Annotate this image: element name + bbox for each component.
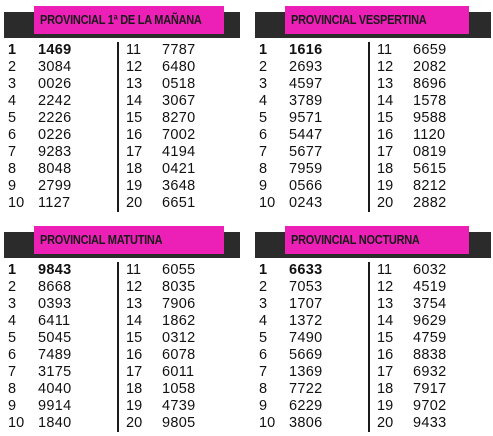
panel-title: PROVINCIAL VESPERTINA bbox=[291, 13, 427, 27]
position-number: 7 bbox=[259, 364, 268, 380]
column-divider bbox=[368, 42, 370, 212]
position-number: 5 bbox=[259, 330, 268, 346]
drawn-number: 6055 bbox=[162, 262, 196, 278]
drawn-number: 9629 bbox=[413, 313, 447, 329]
drawn-number: 5677 bbox=[289, 144, 323, 160]
result-row bbox=[377, 59, 489, 76]
drawn-number: 1707 bbox=[289, 296, 323, 312]
result-row bbox=[255, 415, 367, 432]
result-row bbox=[4, 330, 116, 347]
drawn-number: 1578 bbox=[413, 93, 447, 109]
position-number: 18 bbox=[377, 381, 394, 397]
position-number: 12 bbox=[377, 59, 394, 75]
result-row bbox=[255, 347, 367, 364]
drawn-number: 0518 bbox=[162, 76, 196, 92]
result-row bbox=[255, 110, 367, 127]
drawn-number: 3067 bbox=[162, 93, 196, 109]
drawn-number: 2082 bbox=[413, 59, 447, 75]
result-row bbox=[126, 296, 238, 313]
results-columns bbox=[255, 42, 491, 212]
drawn-number: 7490 bbox=[289, 330, 323, 346]
result-row bbox=[255, 398, 367, 415]
position-number: 16 bbox=[126, 347, 143, 363]
result-row bbox=[377, 415, 489, 432]
position-number: 8 bbox=[259, 161, 268, 177]
panel-title: PROVINCIAL MATUTINA bbox=[40, 233, 163, 247]
result-row bbox=[126, 42, 238, 59]
results-columns bbox=[4, 42, 240, 212]
drawn-number: 6011 bbox=[162, 364, 195, 380]
position-number: 7 bbox=[259, 144, 268, 160]
winning-number-row bbox=[255, 42, 367, 59]
drawn-number: 8270 bbox=[162, 110, 196, 126]
result-row bbox=[255, 279, 367, 296]
position-number: 4 bbox=[259, 313, 268, 329]
result-row bbox=[377, 195, 489, 212]
position-number: 10 bbox=[8, 195, 25, 211]
drawn-number: 0226 bbox=[38, 127, 72, 143]
position-number: 19 bbox=[377, 398, 394, 414]
drawn-number: 8668 bbox=[38, 279, 72, 295]
position-number: 15 bbox=[377, 330, 394, 346]
drawn-number: 8696 bbox=[413, 76, 447, 92]
drawn-number: 6932 bbox=[413, 364, 447, 380]
drawn-number: 7917 bbox=[413, 381, 447, 397]
results-column-11-20 bbox=[377, 42, 489, 212]
position-number: 18 bbox=[377, 161, 394, 177]
position-number: 3 bbox=[8, 76, 17, 92]
position-number: 4 bbox=[259, 93, 268, 109]
header-accent-bar bbox=[285, 226, 469, 254]
result-row bbox=[126, 93, 238, 110]
drawn-number: 3175 bbox=[38, 364, 72, 380]
drawn-number: 1840 bbox=[38, 415, 72, 431]
position-number: 15 bbox=[126, 330, 143, 346]
drawn-number: 9914 bbox=[38, 398, 72, 414]
column-divider bbox=[117, 42, 119, 212]
header-accent-bar bbox=[285, 6, 469, 34]
position-number: 3 bbox=[259, 296, 268, 312]
drawn-number: 1862 bbox=[162, 313, 196, 329]
position-number: 12 bbox=[126, 59, 143, 75]
drawn-number: 1058 bbox=[162, 381, 196, 397]
position-number: 4 bbox=[8, 313, 17, 329]
drawn-number: 0026 bbox=[38, 76, 72, 92]
position-number: 1 bbox=[259, 262, 268, 278]
drawn-number: 9571 bbox=[289, 110, 323, 126]
result-row bbox=[126, 381, 238, 398]
panel-header bbox=[255, 224, 491, 256]
drawn-number: 9702 bbox=[413, 398, 447, 414]
result-row bbox=[377, 110, 489, 127]
results-column-1-10 bbox=[255, 42, 367, 212]
result-row bbox=[126, 347, 238, 364]
result-row bbox=[4, 347, 116, 364]
results-column-1-10 bbox=[255, 262, 367, 432]
position-number: 7 bbox=[8, 364, 17, 380]
position-number: 19 bbox=[126, 178, 143, 194]
result-row bbox=[126, 313, 238, 330]
results-column-11-20 bbox=[377, 262, 489, 432]
position-number: 2 bbox=[259, 279, 268, 295]
position-number: 9 bbox=[8, 178, 17, 194]
position-number: 16 bbox=[377, 347, 394, 363]
drawn-number: 2226 bbox=[38, 110, 72, 126]
position-number: 11 bbox=[126, 262, 142, 278]
result-row bbox=[377, 93, 489, 110]
drawn-number: 8035 bbox=[162, 279, 196, 295]
result-row bbox=[126, 415, 238, 432]
result-row bbox=[126, 195, 238, 212]
result-row bbox=[377, 127, 489, 144]
drawn-number: 0421 bbox=[162, 161, 196, 177]
drawn-number: 2693 bbox=[289, 59, 323, 75]
drawn-number: 6032 bbox=[413, 262, 447, 278]
drawn-number: 5669 bbox=[289, 347, 323, 363]
result-row bbox=[4, 364, 116, 381]
position-number: 14 bbox=[126, 313, 143, 329]
position-number: 18 bbox=[126, 381, 143, 397]
drawn-number: 8212 bbox=[413, 178, 447, 194]
result-row bbox=[377, 347, 489, 364]
position-number: 6 bbox=[8, 347, 17, 363]
position-number: 2 bbox=[259, 59, 268, 75]
position-number: 9 bbox=[259, 398, 268, 414]
result-row bbox=[126, 279, 238, 296]
result-row bbox=[255, 59, 367, 76]
drawn-number: 0312 bbox=[162, 330, 196, 346]
result-row bbox=[4, 76, 116, 93]
drawn-number: 6659 bbox=[413, 42, 447, 58]
position-number: 14 bbox=[377, 93, 394, 109]
result-row bbox=[255, 76, 367, 93]
result-row bbox=[377, 161, 489, 178]
winning-number-row bbox=[255, 262, 367, 279]
position-number: 20 bbox=[377, 195, 394, 211]
result-row bbox=[377, 42, 489, 59]
result-row bbox=[4, 59, 116, 76]
result-row bbox=[377, 398, 489, 415]
result-row bbox=[255, 127, 367, 144]
position-number: 5 bbox=[8, 330, 17, 346]
panel-title: PROVINCIAL 1ª DE LA MAÑANA bbox=[40, 13, 202, 27]
drawn-number: 7787 bbox=[162, 42, 196, 58]
result-row bbox=[377, 296, 489, 313]
result-row bbox=[377, 279, 489, 296]
drawn-number: 7906 bbox=[162, 296, 196, 312]
drawn-number: 0819 bbox=[413, 144, 447, 160]
position-number: 2 bbox=[8, 59, 17, 75]
drawn-number: 4759 bbox=[413, 330, 447, 346]
winning-number-row bbox=[4, 262, 116, 279]
drawn-number: 6480 bbox=[162, 59, 196, 75]
position-number: 11 bbox=[377, 262, 393, 278]
position-number: 8 bbox=[8, 381, 17, 397]
position-number: 1 bbox=[8, 262, 17, 278]
result-row bbox=[255, 93, 367, 110]
position-number: 4 bbox=[8, 93, 17, 109]
position-number: 11 bbox=[126, 42, 142, 58]
position-number: 17 bbox=[126, 144, 143, 160]
position-number: 13 bbox=[377, 296, 394, 312]
position-number: 6 bbox=[8, 127, 17, 143]
result-row bbox=[4, 279, 116, 296]
position-number: 13 bbox=[126, 296, 143, 312]
result-row bbox=[377, 330, 489, 347]
drawn-number: 6078 bbox=[162, 347, 196, 363]
result-row bbox=[377, 144, 489, 161]
results-column-1-10 bbox=[4, 262, 116, 432]
result-row bbox=[255, 195, 367, 212]
panel-title: PROVINCIAL NOCTURNA bbox=[291, 233, 420, 247]
drawn-number: 4040 bbox=[38, 381, 72, 397]
results-column-11-20 bbox=[126, 42, 238, 212]
result-row bbox=[255, 161, 367, 178]
drawn-number: 6229 bbox=[289, 398, 323, 414]
panel-header bbox=[4, 224, 240, 256]
position-number: 14 bbox=[377, 313, 394, 329]
result-row bbox=[377, 364, 489, 381]
result-row bbox=[126, 262, 238, 279]
drawn-number: 7489 bbox=[38, 347, 72, 363]
position-number: 10 bbox=[8, 415, 25, 431]
position-number: 15 bbox=[126, 110, 143, 126]
drawn-number: 3084 bbox=[38, 59, 72, 75]
drawn-number: 7002 bbox=[162, 127, 196, 143]
result-row bbox=[126, 59, 238, 76]
result-row bbox=[126, 144, 238, 161]
drawn-number: 9588 bbox=[413, 110, 447, 126]
drawn-number: 9283 bbox=[38, 144, 72, 160]
result-row bbox=[4, 161, 116, 178]
result-row bbox=[4, 195, 116, 212]
results-panel bbox=[255, 4, 491, 212]
drawn-number: 1369 bbox=[289, 364, 323, 380]
results-panel bbox=[4, 4, 240, 212]
position-number: 9 bbox=[8, 398, 17, 414]
position-number: 5 bbox=[8, 110, 17, 126]
result-row bbox=[126, 178, 238, 195]
result-row bbox=[126, 161, 238, 178]
position-number: 20 bbox=[126, 415, 143, 431]
position-number: 18 bbox=[126, 161, 143, 177]
drawn-number: 4739 bbox=[162, 398, 196, 414]
drawn-number: 6411 bbox=[38, 313, 71, 329]
drawn-number: 1120 bbox=[413, 127, 446, 143]
position-number: 3 bbox=[259, 76, 268, 92]
drawn-number: 9805 bbox=[162, 415, 196, 431]
position-number: 20 bbox=[126, 195, 143, 211]
drawn-number: 6651 bbox=[162, 195, 196, 211]
drawn-number: 8838 bbox=[413, 347, 447, 363]
drawn-number: 7053 bbox=[289, 279, 323, 295]
drawn-number: 0393 bbox=[38, 296, 72, 312]
result-row bbox=[126, 127, 238, 144]
drawn-number: 0243 bbox=[289, 195, 323, 211]
drawn-number: 9433 bbox=[413, 415, 447, 431]
drawn-number: 0566 bbox=[289, 178, 323, 194]
result-row bbox=[4, 398, 116, 415]
position-number: 9 bbox=[259, 178, 268, 194]
header-accent-bar bbox=[34, 6, 224, 34]
result-row bbox=[255, 178, 367, 195]
position-number: 7 bbox=[8, 144, 17, 160]
result-row bbox=[4, 93, 116, 110]
result-row bbox=[255, 313, 367, 330]
result-row bbox=[255, 296, 367, 313]
result-row bbox=[377, 313, 489, 330]
drawn-number: 1372 bbox=[289, 313, 323, 329]
drawn-number: 5045 bbox=[38, 330, 72, 346]
position-number: 5 bbox=[259, 110, 268, 126]
result-row bbox=[255, 144, 367, 161]
header-accent-bar bbox=[34, 226, 224, 254]
result-row bbox=[255, 364, 367, 381]
position-number: 1 bbox=[8, 42, 17, 58]
result-row bbox=[255, 330, 367, 347]
result-row bbox=[4, 178, 116, 195]
position-number: 13 bbox=[126, 76, 143, 92]
result-row bbox=[126, 110, 238, 127]
position-number: 16 bbox=[377, 127, 394, 143]
position-number: 14 bbox=[126, 93, 143, 109]
drawn-number: 2882 bbox=[413, 195, 447, 211]
position-number: 6 bbox=[259, 127, 268, 143]
position-number: 10 bbox=[259, 415, 276, 431]
drawn-number: 8048 bbox=[38, 161, 72, 177]
drawn-number: 3789 bbox=[289, 93, 323, 109]
drawn-number: 6633 bbox=[289, 262, 323, 278]
result-row bbox=[4, 127, 116, 144]
position-number: 10 bbox=[259, 195, 276, 211]
drawn-number: 5615 bbox=[413, 161, 447, 177]
drawn-number: 7959 bbox=[289, 161, 323, 177]
result-row bbox=[377, 76, 489, 93]
result-row bbox=[377, 178, 489, 195]
result-row bbox=[126, 330, 238, 347]
winning-number-row bbox=[4, 42, 116, 59]
position-number: 8 bbox=[8, 161, 17, 177]
result-row bbox=[4, 415, 116, 432]
result-row bbox=[4, 381, 116, 398]
drawn-number: 2242 bbox=[38, 93, 72, 109]
drawn-number: 4597 bbox=[289, 76, 323, 92]
results-columns bbox=[4, 262, 240, 432]
position-number: 17 bbox=[377, 144, 394, 160]
position-number: 15 bbox=[377, 110, 394, 126]
results-panel bbox=[255, 224, 491, 432]
results-columns bbox=[255, 262, 491, 432]
position-number: 19 bbox=[126, 398, 143, 414]
result-row bbox=[255, 381, 367, 398]
position-number: 17 bbox=[377, 364, 394, 380]
position-number: 2 bbox=[8, 279, 17, 295]
result-row bbox=[4, 144, 116, 161]
results-column-1-10 bbox=[4, 42, 116, 212]
panel-header bbox=[255, 4, 491, 36]
drawn-number: 2799 bbox=[38, 178, 72, 194]
position-number: 16 bbox=[126, 127, 143, 143]
position-number: 20 bbox=[377, 415, 394, 431]
drawn-number: 9843 bbox=[38, 262, 72, 278]
position-number: 6 bbox=[259, 347, 268, 363]
position-number: 11 bbox=[377, 42, 393, 58]
drawn-number: 3806 bbox=[289, 415, 323, 431]
result-row bbox=[377, 381, 489, 398]
position-number: 12 bbox=[377, 279, 394, 295]
position-number: 19 bbox=[377, 178, 394, 194]
position-number: 12 bbox=[126, 279, 143, 295]
position-number: 3 bbox=[8, 296, 17, 312]
drawn-number: 4194 bbox=[162, 144, 196, 160]
drawn-number: 5447 bbox=[289, 127, 323, 143]
drawn-number: 4519 bbox=[413, 279, 447, 295]
position-number: 13 bbox=[377, 76, 394, 92]
results-column-11-20 bbox=[126, 262, 238, 432]
drawn-number: 3754 bbox=[413, 296, 447, 312]
column-divider bbox=[368, 262, 370, 432]
position-number: 8 bbox=[259, 381, 268, 397]
drawn-number: 1616 bbox=[289, 42, 323, 58]
result-row bbox=[4, 110, 116, 127]
drawn-number: 1127 bbox=[38, 195, 71, 211]
drawn-number: 3648 bbox=[162, 178, 196, 194]
result-row bbox=[4, 296, 116, 313]
position-number: 17 bbox=[126, 364, 143, 380]
panel-header bbox=[4, 4, 240, 36]
result-row bbox=[377, 262, 489, 279]
column-divider bbox=[117, 262, 119, 432]
results-panel bbox=[4, 224, 240, 432]
position-number: 1 bbox=[259, 42, 268, 58]
drawn-number: 1469 bbox=[38, 42, 72, 58]
result-row bbox=[4, 313, 116, 330]
result-row bbox=[126, 398, 238, 415]
result-row bbox=[126, 76, 238, 93]
drawn-number: 7722 bbox=[289, 381, 323, 397]
result-row bbox=[126, 364, 238, 381]
